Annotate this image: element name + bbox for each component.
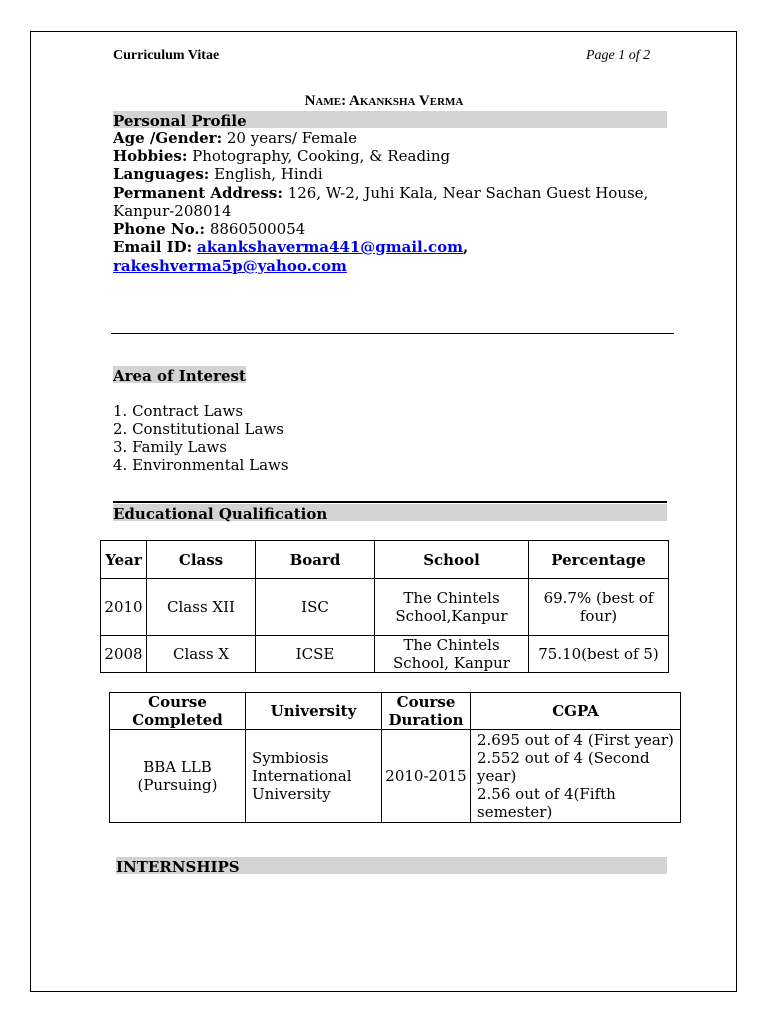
- doc-title: Curriculum Vitae: [113, 48, 220, 63]
- address-line: [113, 184, 648, 202]
- college-table: [109, 692, 681, 823]
- cell-duration: 2010-2015: [382, 730, 471, 823]
- interest-heading: Area of Interest: [113, 367, 246, 385]
- cell-percentage: 75.10(best of 5): [529, 636, 669, 673]
- cell-school: The Chintels School, Kanpur: [375, 636, 529, 673]
- col-duration: Course Duration: [382, 693, 471, 730]
- education-heading: Educational Qualification: [113, 505, 328, 523]
- col-class: Class: [147, 541, 256, 579]
- table-row: [101, 579, 669, 636]
- email-label: Email ID:: [113, 238, 193, 256]
- col-course: Course Completed: [110, 693, 246, 730]
- cell-class: Class XII: [147, 579, 256, 636]
- section-divider: [111, 333, 674, 334]
- email-link-1[interactable]: akankshaverma441@gmail.com: [197, 238, 463, 256]
- phone-value: 8860500054: [205, 220, 306, 238]
- email-line: [113, 238, 468, 256]
- languages-label: Languages:: [113, 165, 210, 183]
- school-table: [100, 540, 669, 673]
- cgpa-line: 2.552 out of 4 (Second year): [477, 749, 650, 785]
- hobbies-value: Photography, Cooking, & Reading: [187, 147, 451, 165]
- interest-heading-bar: [113, 366, 246, 383]
- interest-item: 4. Environmental Laws: [113, 456, 289, 474]
- education-rule: [113, 501, 667, 503]
- col-university: University: [246, 693, 382, 730]
- age-label: Age /Gender:: [113, 129, 223, 147]
- address-label: Permanent Address:: [113, 184, 283, 202]
- cgpa-line: 2.695 out of 4 (First year): [477, 731, 674, 749]
- cell-year: 2008: [101, 636, 147, 673]
- interest-item: 2. Constitutional Laws: [113, 420, 284, 438]
- personal-profile-heading-bar: [113, 111, 667, 128]
- col-percentage: Percentage: [529, 541, 669, 579]
- cell-cgpa: [471, 730, 681, 823]
- email-link-2[interactable]: rakeshverma5p@yahoo.com: [113, 257, 347, 275]
- age-gender-line: [113, 129, 357, 147]
- address-line-2: Kanpur-208014: [113, 202, 232, 220]
- languages-line: [113, 165, 323, 183]
- cell-course: BBA LLB (Pursuing): [110, 730, 246, 823]
- phone-line: [113, 220, 305, 238]
- cell-school: The Chintels School,Kanpur: [375, 579, 529, 636]
- phone-label: Phone No.:: [113, 220, 206, 238]
- page-number: Page 1 of 2: [586, 48, 651, 63]
- internships-heading-bar: [116, 857, 667, 874]
- cell-board: ICSE: [256, 636, 375, 673]
- email-line-2: [113, 257, 347, 275]
- table-row: [110, 730, 681, 823]
- col-cgpa: CGPA: [471, 693, 681, 730]
- interest-item: 1. Contract Laws: [113, 402, 244, 420]
- cell-class: Class X: [147, 636, 256, 673]
- address-value: 126, W-2, Juhi Kala, Near Sachan Guest House,: [282, 184, 649, 202]
- col-school: School: [375, 541, 529, 579]
- candidate-name: Name: Akanksha Verma: [304, 93, 464, 109]
- cell-university: Symbiosis International University: [246, 730, 382, 823]
- interest-item: 3. Family Laws: [113, 438, 227, 456]
- cgpa-line: 2.56 out of 4(Fifth semester): [477, 785, 616, 821]
- age-value: 20 years/ Female: [222, 129, 358, 147]
- education-heading-bar: [113, 504, 667, 521]
- internships-heading: INTERNSHIPS: [116, 858, 240, 876]
- email-separator: ,: [462, 238, 469, 256]
- languages-value: English, Hindi: [209, 165, 323, 183]
- hobbies-label: Hobbies:: [113, 147, 188, 165]
- personal-profile-heading: Personal Profile: [113, 112, 247, 130]
- table-row: [101, 636, 669, 673]
- col-board: Board: [256, 541, 375, 579]
- college-table-header: [110, 693, 681, 730]
- cell-percentage: 69.7% (best of four): [529, 579, 669, 636]
- cell-year: 2010: [101, 579, 147, 636]
- school-table-header: [101, 541, 669, 579]
- cell-board: ISC: [256, 579, 375, 636]
- hobbies-line: [113, 147, 450, 165]
- col-year: Year: [101, 541, 147, 579]
